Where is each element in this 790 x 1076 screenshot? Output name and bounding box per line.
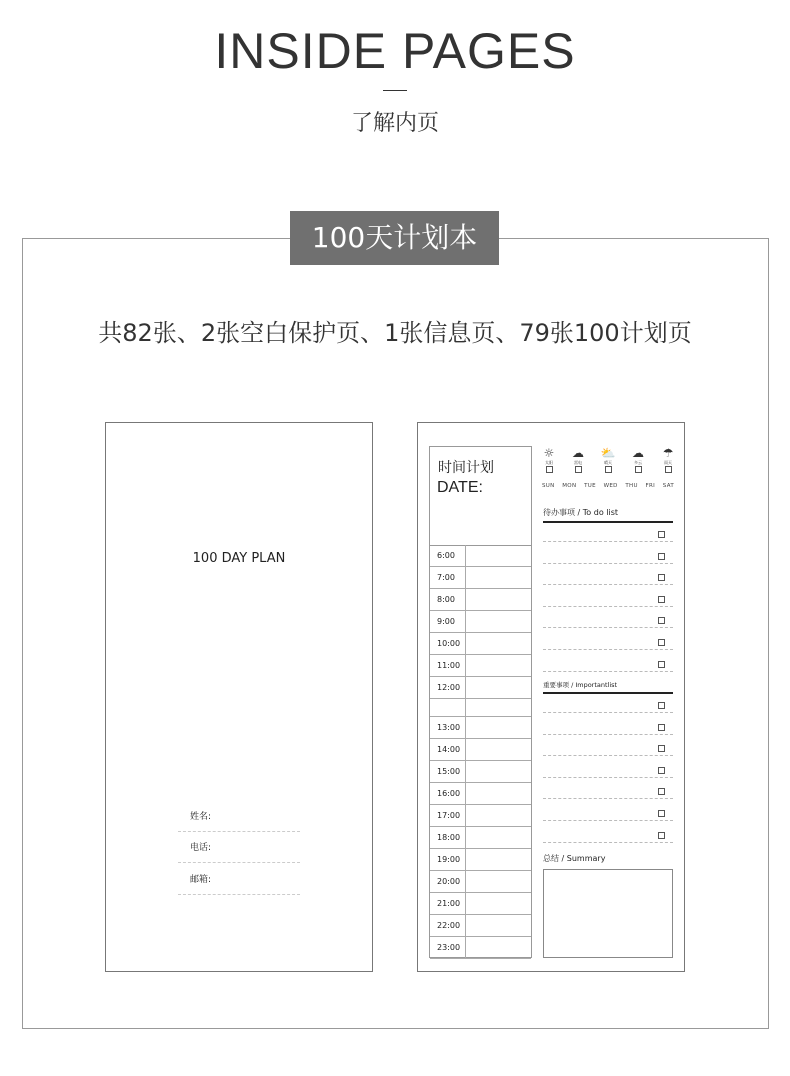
weekday-label: THU: [625, 483, 638, 489]
checklist-checkbox: [658, 617, 665, 624]
time-slot-label: 19:00: [437, 855, 461, 864]
time-slot-row: [430, 915, 531, 937]
sun-icon: [538, 447, 560, 473]
time-slot-label: 12:00: [437, 683, 461, 692]
weekday-label: SUN: [542, 483, 555, 489]
time-slot-divider: [465, 611, 466, 632]
checklist-checkbox: [658, 767, 665, 774]
time-schedule-box: [429, 446, 532, 958]
time-slot-divider: [465, 783, 466, 804]
time-slot-label: 6:00: [437, 551, 455, 560]
time-slot-divider: [465, 805, 466, 826]
checklist-line: [543, 819, 673, 821]
cover-title: 100 DAY PLAN: [192, 551, 286, 566]
todo-label: 待办事项 / To do list: [543, 508, 619, 517]
checklist-line: [543, 583, 673, 585]
page-description: 共82张、2张空白保护页、1张信息页、79张100计划页: [98, 319, 692, 347]
checklist-checkbox: [658, 553, 665, 560]
checklist-line: [543, 841, 673, 843]
time-slot-row: [430, 633, 531, 655]
time-slot-divider: [465, 589, 466, 610]
time-slot-row: [430, 849, 531, 871]
cover-field-label: 邮箱:: [190, 875, 212, 885]
checklist-line: [543, 605, 673, 607]
time-slot-row: [430, 827, 531, 849]
weather-glyph: ⛅: [600, 446, 616, 460]
cloud-icon: [627, 447, 649, 473]
time-slot-divider: [465, 633, 466, 654]
cover-field-label: 姓名:: [190, 812, 212, 822]
time-slot-row: [430, 655, 531, 677]
important-rule: [543, 692, 673, 694]
cover-field-label: 电话:: [190, 843, 212, 853]
cover-page-preview: [105, 422, 373, 972]
section-badge: 100天计划本: [290, 211, 499, 265]
time-slot-divider: [465, 699, 466, 716]
time-slot-divider: [465, 739, 466, 760]
time-slot-row: [430, 739, 531, 761]
time-slot-label: 8:00: [437, 595, 455, 604]
time-slot-row: [430, 761, 531, 783]
time-schedule-header: [430, 447, 531, 546]
rain-icon: [657, 447, 679, 473]
checklist-line: [543, 670, 673, 672]
checklist-checkbox: [658, 661, 665, 668]
important-label: 重要事项 / Importantlist: [543, 681, 618, 689]
time-slot-divider: [465, 761, 466, 782]
time-slot-label: 23:00: [437, 943, 461, 952]
checklist-checkbox: [658, 745, 665, 752]
time-slot-label: 18:00: [437, 833, 461, 842]
time-slot-label: 13:00: [437, 723, 461, 732]
time-slot-divider: [465, 915, 466, 936]
weekday-label: MON: [562, 483, 577, 489]
weather-glyph: ☼: [543, 446, 555, 460]
page-subtitle: 了解内页: [350, 111, 439, 136]
time-slot-divider: [465, 871, 466, 892]
time-slot-row: [430, 699, 531, 717]
weekday-label: SAT: [662, 483, 674, 489]
weather-checkbox: [575, 466, 582, 473]
checklist-checkbox: [658, 639, 665, 646]
checklist-checkbox: [658, 531, 665, 538]
time-slot-divider: [465, 893, 466, 914]
time-slot-row: [430, 589, 531, 611]
title-divider: [383, 90, 407, 91]
time-slot-label: 7:00: [437, 573, 455, 582]
time-slot-divider: [465, 827, 466, 848]
weekday-row: [542, 483, 674, 489]
weather-glyph: ☁: [572, 446, 584, 460]
checklist-checkbox: [658, 702, 665, 709]
time-slot-row: [430, 717, 531, 739]
time-slot-label: 15:00: [437, 767, 461, 776]
time-slot-row: [430, 871, 531, 893]
weather-checkbox: [605, 466, 612, 473]
weather-checkbox: [546, 466, 553, 473]
weekday-label: FRI: [645, 483, 656, 489]
checklist-line: [543, 562, 673, 564]
time-slot-label: 22:00: [437, 921, 461, 930]
schedule-title: 时间计划: [438, 460, 494, 476]
weather-label: 晴天: [604, 460, 612, 465]
checklist-checkbox: [658, 788, 665, 795]
checklist-line: [543, 776, 673, 778]
cover-field-name: [178, 809, 300, 832]
weather-glyph: ☂: [662, 446, 674, 460]
time-slot-divider: [465, 717, 466, 738]
checklist-line: [543, 540, 673, 542]
partly-cloudy-icon: [597, 447, 619, 473]
time-slot-label: 20:00: [437, 877, 461, 886]
checklist-checkbox: [658, 596, 665, 603]
time-slot-row: [430, 545, 531, 567]
time-slot-divider: [465, 937, 466, 958]
checklist-line: [543, 648, 673, 650]
checklist-line: [543, 797, 673, 799]
time-slot-label: 11:00: [437, 661, 461, 670]
time-slot-row: [430, 677, 531, 699]
checklist-checkbox: [658, 574, 665, 581]
checklist-line: [543, 733, 673, 735]
time-slot-label: 17:00: [437, 811, 461, 820]
summary-label: 总结 / Summary: [543, 854, 606, 863]
checklist-line: [543, 711, 673, 713]
weather-checkbox: [635, 466, 642, 473]
weather-label: 多云: [634, 460, 642, 465]
time-slot-label: 10:00: [437, 639, 461, 648]
time-slot-row: [430, 893, 531, 915]
weekday-label: WED: [603, 483, 618, 489]
cover-field-phone: [178, 840, 300, 863]
weather-label: 太阳: [545, 460, 553, 465]
time-slot-label: 14:00: [437, 745, 461, 754]
time-slot-row: [430, 937, 531, 959]
thunder-icon: [567, 447, 589, 473]
planner-page-preview: [417, 422, 685, 972]
weather-checkbox: [665, 466, 672, 473]
weekday-label: TUE: [584, 483, 596, 489]
checklist-line: [543, 626, 673, 628]
time-slot-label: 16:00: [437, 789, 461, 798]
time-slot-divider: [465, 567, 466, 588]
page-title: INSIDE PAGES: [214, 23, 576, 79]
checklist-checkbox: [658, 810, 665, 817]
weather-label: 雨天: [664, 460, 672, 465]
time-slot-row: [430, 611, 531, 633]
checklist-checkbox: [658, 724, 665, 731]
time-slot-divider: [465, 655, 466, 676]
time-slot-divider: [465, 677, 466, 698]
todo-rule: [543, 521, 673, 523]
time-slot-row: [430, 783, 531, 805]
weather-label: 雷电: [574, 460, 582, 465]
time-slot-divider: [465, 545, 466, 566]
summary-box: [543, 869, 673, 958]
time-slot-label: 21:00: [437, 899, 461, 908]
cover-field-email: [178, 872, 300, 895]
time-slot-label: 9:00: [437, 617, 455, 626]
time-slot-row: [430, 567, 531, 589]
weather-glyph: ☁: [632, 446, 644, 460]
time-slot-row: [430, 805, 531, 827]
date-label: DATE:: [437, 479, 483, 496]
checklist-line: [543, 754, 673, 756]
time-slot-divider: [465, 849, 466, 870]
checklist-checkbox: [658, 832, 665, 839]
